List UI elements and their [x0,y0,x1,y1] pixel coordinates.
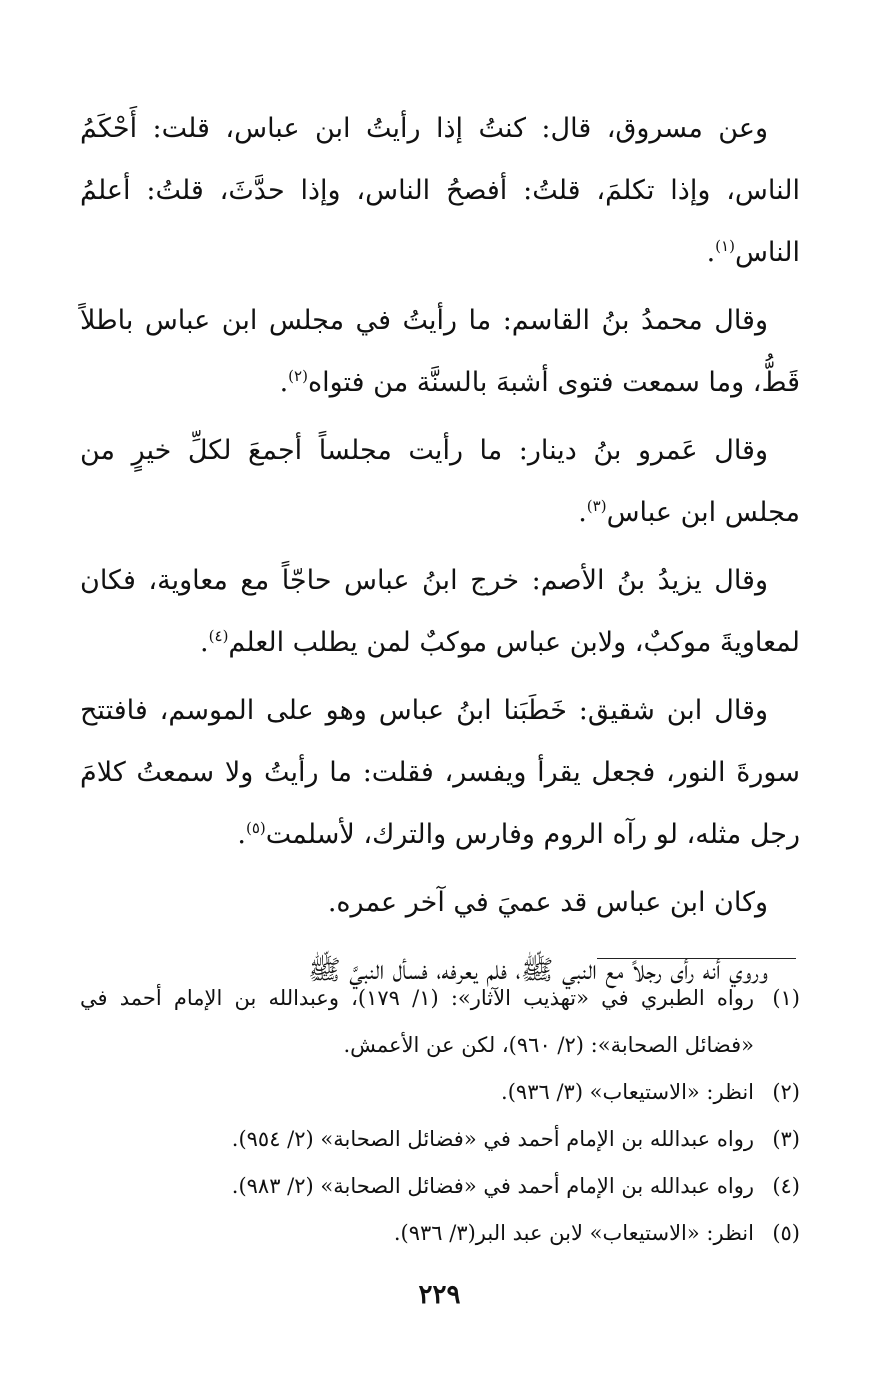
footnotes [80,975,800,1257]
footnote-separator [597,958,796,959]
paragraph-text: وقال ابن شقيق: خَطَبَنا ابنُ عباس وهو على الموسم، فافتتح سورةَ النور، فجعل يقرأ ويفسر، فقلت: ما رأيتُ ولا سمعتُ كلامَ رجل مثله، لو رآه الروم وفارس والترك، لأسلمت [80,695,800,850]
footnote-number: (٢) [772,1080,800,1104]
footnote-ref: (٢) [288,367,308,385]
footnote-number: (٣) [772,1127,800,1151]
paragraph-text: وروي أنه رأى رجلاً مع النبي ﷺ، فلم يعرفه، فسأل النبيَّ ﷺ [308,955,768,986]
paragraph-yazid-bin-asam [80,550,800,674]
paragraph-text: وقال محمدُ بنُ القاسم: ما رأيتُ في مجلس ابن عباس باطلاً قَطُّ، وما سمعت فتوى أشبهَ بالسنَّة من فتواه [80,305,800,398]
paragraph-tail: . [706,237,716,268]
paragraph-tail: . [578,497,587,528]
footnote-text: رواه الطبري في «تهذيب الآثار»: (١/ ١٧٩)، وعبدالله بن الإمام أحمد في «فضائل الصحابة»: (٢/ ٩٦٠)، لكن عن الأعمش. [80,986,754,1057]
paragraph-text: وعن مسروق، قال: كنتُ إذا رأيتُ ابن عباس، قلت: أَحْكَمُ الناس، وإذا تكلمَ، قلتُ: أفصحُ الناس، وإذا حدَّثَ، قلتُ: أعلمُ الناس [80,113,800,268]
footnote-ref: (٣) [586,497,607,515]
footnote-item [80,1116,800,1163]
paragraph-text: وكان ابن عباس قد عميَ في آخر عمره. [327,887,768,918]
page-number: ٢٢٩ [418,1280,461,1310]
footnote-number: (١) [772,986,800,1010]
footnote-ref: (٥) [245,819,266,837]
paragraph-text: وقال عَمرو بنُ دينار: ما رأيت مجلساً أجمعَ لكلِّ خيرٍ من مجلس ابن عباس [80,435,800,528]
main-text [80,98,800,1008]
paragraph-text: وقال يزيدُ بنُ الأصم: خرج ابنُ عباس حاجّاً مع معاوية، فكان لمعاويةَ موكبٌ، ولابن عباس موكبٌ لمن يطلب العلم [80,565,800,658]
paragraph-masruq [80,98,800,284]
paragraph-tail: . [279,367,289,398]
footnote-ref: (٤) [208,627,229,645]
paragraph-blindness [80,872,800,934]
paragraph-amr-bin-dinar [80,420,800,544]
paragraph-ibn-shaqiq [80,680,800,866]
paragraph-tail: . [237,819,246,850]
footnote-number: (٥) [772,1221,800,1245]
footnote-ref: (١) [715,237,735,255]
footnote-text: رواه عبدالله بن الإمام أحمد في «فضائل الصحابة» (٢/ ٩٨٣). [231,1174,754,1198]
footnote-item [80,1210,800,1257]
footnote-text: انظر: «الاستيعاب» (٣/ ٩٣٦). [501,1080,754,1104]
footnote-item [80,1069,800,1116]
paragraph-tail: . [200,627,209,658]
footnote-text: رواه عبدالله بن الإمام أحمد في «فضائل الصحابة» (٢/ ٩٥٤). [231,1127,754,1151]
footnote-text: انظر: «الاستيعاب» لابن عبد البر(٣/ ٩٣٦). [393,1221,754,1245]
footnote-item [80,1163,800,1210]
footnote-number: (٤) [772,1174,800,1198]
footnote-item [80,975,800,1069]
paragraph-muhammad-bin-qasim [80,290,800,414]
